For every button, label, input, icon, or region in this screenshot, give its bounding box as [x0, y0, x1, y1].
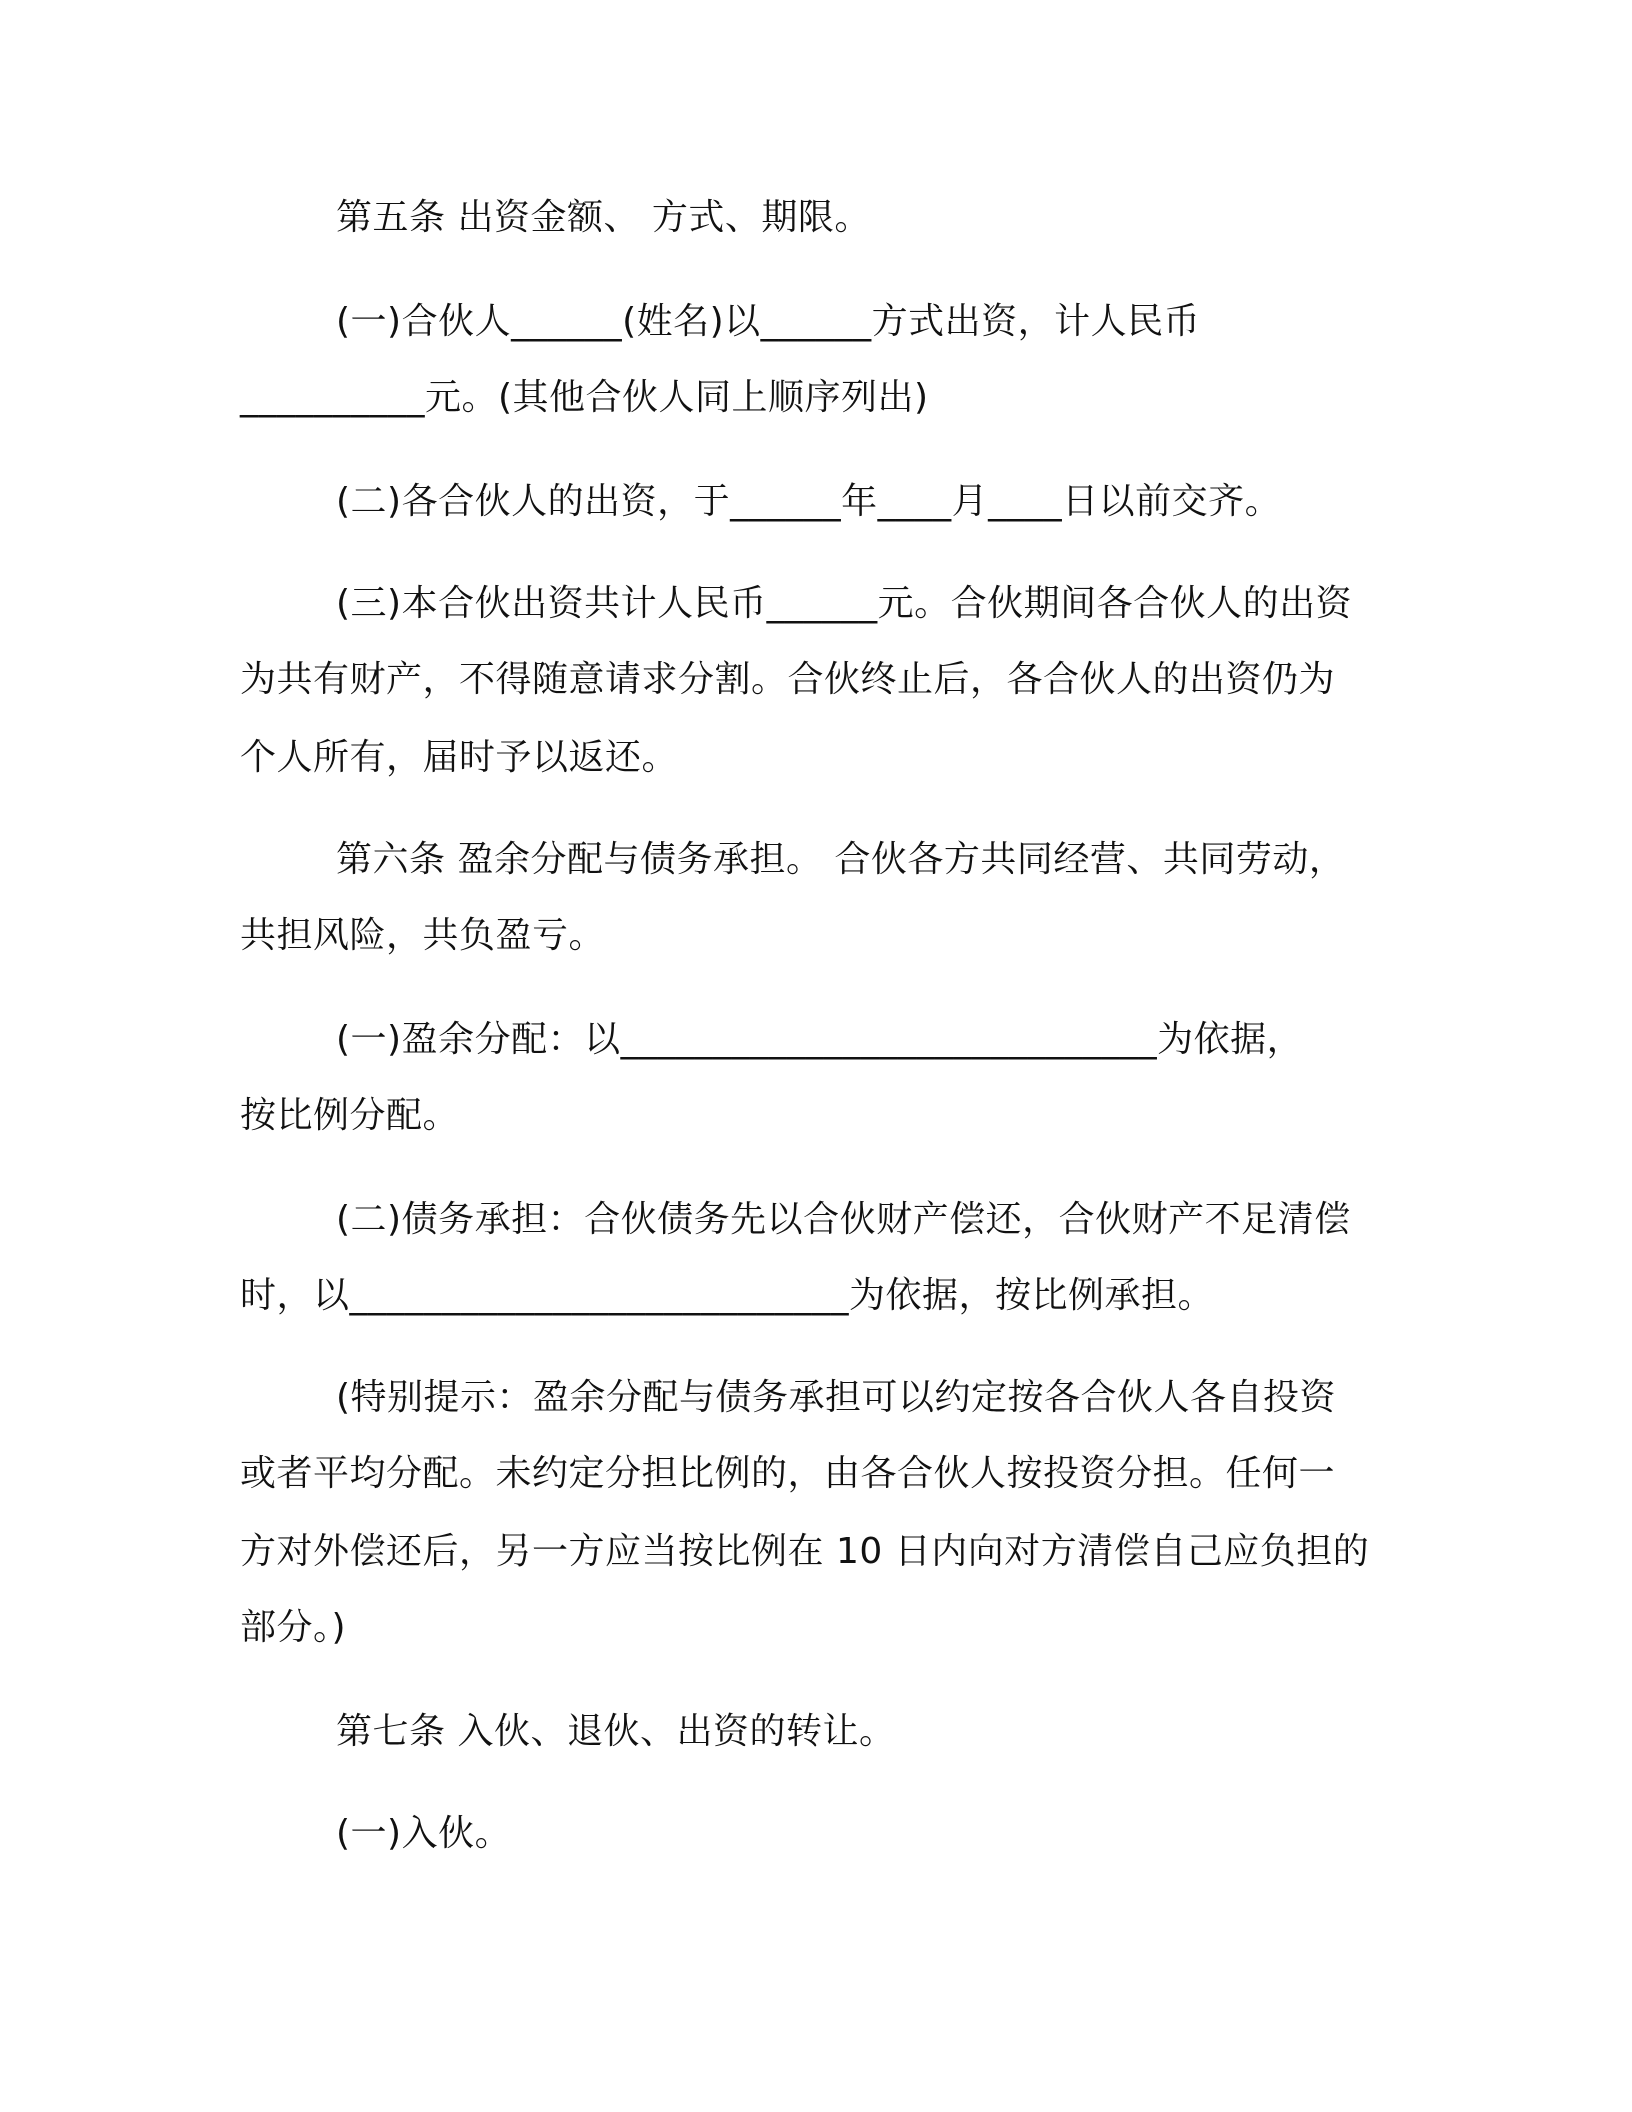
special-note-line-3: 方对外偿还后，另一方应当按比例在 10 日内向对方清偿自己应负担的	[240, 1531, 1370, 1572]
article-5-heading: 第五条 出资金额、 方式、期限。	[336, 197, 871, 238]
article-6-item-1-line-2: 按比例分配。	[240, 1095, 460, 1136]
article-6-heading-line-1: 第六条 盈余分配与债务承担。 合伙各方共同经营、共同劳动，	[336, 839, 1346, 880]
article-6-heading-line-2: 共担风险，共负盈亏。	[240, 915, 606, 956]
article-5-item-2: (二)各合伙人的出资，于______年____月____日以前交齐。	[336, 481, 1282, 522]
article-6-item-2-line-2: 时，以___________________________为依据，按比例承担。	[240, 1275, 1215, 1316]
article-5-item-1-line-2: __________元。(其他合伙人同上顺序列出)	[240, 377, 929, 418]
article-5-item-1-line-1: (一)合伙人______(姓名)以______方式出资，计人民币	[336, 301, 1201, 342]
article-5-item-3-line-1: (三)本合伙出资共计人民币______元。合伙期间各合伙人的出资	[336, 583, 1353, 624]
article-6-item-2-line-1: (二)债务承担：合伙债务先以合伙财产偿还，合伙财产不足清偿	[336, 1199, 1351, 1240]
article-5-item-3-line-3: 个人所有，届时予以返还。	[240, 737, 679, 778]
special-note-line-2: 或者平均分配。未约定分担比例的，由各合伙人按投资分担。任何一	[240, 1453, 1336, 1494]
special-note-line-1: (特别提示：盈余分配与债务承担可以约定按各合伙人各自投资	[336, 1377, 1337, 1418]
article-5-item-3-line-2: 为共有财产，不得随意请求分割。合伙终止后，各合伙人的出资仍为	[240, 659, 1336, 700]
special-note-line-4: 部分。)	[240, 1607, 347, 1648]
article-7-item-1: (一)入伙。	[336, 1813, 512, 1854]
article-7-heading: 第七条 入伙、退伙、出资的转让。	[336, 1711, 896, 1752]
article-6-item-1-line-1: (一)盈余分配：以_____________________________为依据，	[336, 1019, 1304, 1060]
